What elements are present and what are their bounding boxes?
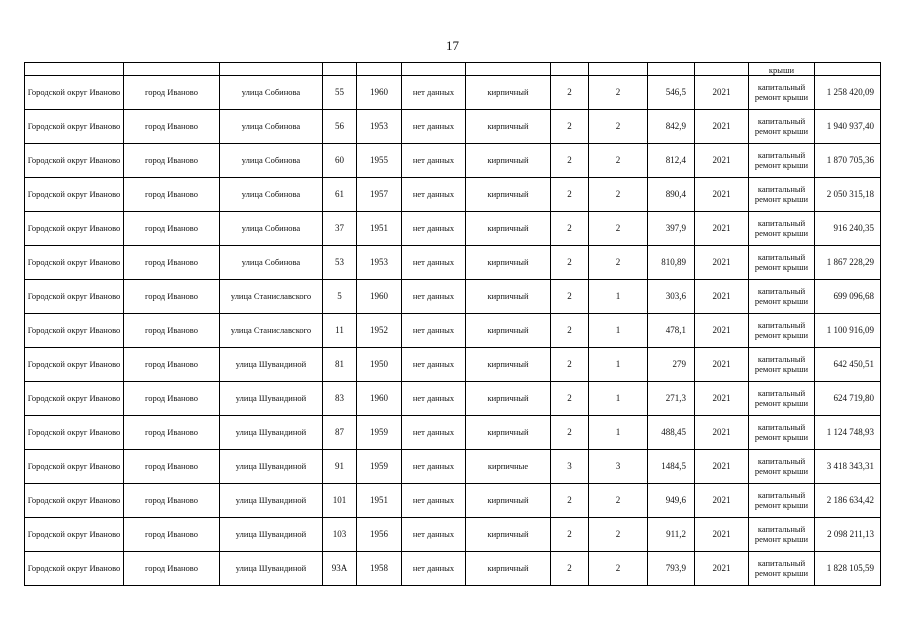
cell-work-type: капитальный ремонт крыши [749, 518, 815, 552]
cell-wall-material: кирпичный [466, 246, 551, 280]
cell-work-type: капитальный ремонт крыши [749, 416, 815, 450]
cell-floors: 2 [551, 178, 589, 212]
cell-street: улица Шувандиной [220, 416, 323, 450]
cell-house-number: 11 [323, 314, 357, 348]
repair-registry-table [24, 62, 881, 586]
cell-floors: 3 [551, 450, 589, 484]
cell-year-built: 1952 [357, 314, 402, 348]
empty-cell [220, 63, 323, 76]
cell-status: нет данных [402, 314, 466, 348]
cell-settlement: город Иваново [124, 348, 220, 382]
cell-floors: 2 [551, 416, 589, 450]
cell-area: 546,5 [648, 76, 695, 110]
cell-area: 478,1 [648, 314, 695, 348]
cell-repair-year: 2021 [695, 246, 749, 280]
cell-work-type: капитальный ремонт крыши [749, 348, 815, 382]
cell-area: 890,4 [648, 178, 695, 212]
cell-cost: 916 240,35 [815, 212, 881, 246]
cell-street: улица Собинова [220, 212, 323, 246]
cell-cost: 1 940 937,40 [815, 110, 881, 144]
cell-settlement: город Иваново [124, 178, 220, 212]
cell-street: улица Станиславского [220, 314, 323, 348]
cell-cost: 1 100 916,09 [815, 314, 881, 348]
cell-year-built: 1956 [357, 518, 402, 552]
cell-status: нет данных [402, 76, 466, 110]
cell-settlement: город Иваново [124, 246, 220, 280]
cell-floors: 2 [551, 382, 589, 416]
cell-area: 812,4 [648, 144, 695, 178]
cell-repair-year: 2021 [695, 382, 749, 416]
table-row [25, 518, 881, 552]
cell-settlement: город Иваново [124, 314, 220, 348]
cell-settlement: город Иваново [124, 382, 220, 416]
cell-repair-year: 2021 [695, 212, 749, 246]
cell-cost: 1 124 748,93 [815, 416, 881, 450]
cell-entrances: 2 [589, 110, 648, 144]
cell-municipality: Городской округ Иваново [25, 518, 124, 552]
cell-cost: 2 050 315,18 [815, 178, 881, 212]
cell-area: 810,89 [648, 246, 695, 280]
table-row-continuation [25, 63, 881, 76]
cell-status: нет данных [402, 348, 466, 382]
cell-settlement: город Иваново [124, 518, 220, 552]
empty-cell [695, 63, 749, 76]
cell-street: улица Собинова [220, 178, 323, 212]
cell-cost: 2 098 211,13 [815, 518, 881, 552]
cell-entrances: 2 [589, 552, 648, 586]
cell-area: 949,6 [648, 484, 695, 518]
cell-settlement: город Иваново [124, 110, 220, 144]
cell-municipality: Городской округ Иваново [25, 450, 124, 484]
cell-area: 397,9 [648, 212, 695, 246]
cell-floors: 2 [551, 484, 589, 518]
cell-area: 793,9 [648, 552, 695, 586]
cell-area: 279 [648, 348, 695, 382]
cell-repair-year: 2021 [695, 484, 749, 518]
cell-municipality: Городской округ Иваново [25, 178, 124, 212]
page-number: 17 [446, 38, 459, 53]
cell-area: 842,9 [648, 110, 695, 144]
cell-municipality: Городской округ Иваново [25, 552, 124, 586]
cell-street: улица Собинова [220, 246, 323, 280]
cell-wall-material: кирпичный [466, 484, 551, 518]
cell-area: 911,2 [648, 518, 695, 552]
cell-cost: 1 828 105,59 [815, 552, 881, 586]
cell-street: улица Собинова [220, 110, 323, 144]
cell-municipality: Городской округ Иваново [25, 348, 124, 382]
cell-repair-year: 2021 [695, 348, 749, 382]
cell-area: 1484,5 [648, 450, 695, 484]
cell-house-number: 103 [323, 518, 357, 552]
cell-repair-year: 2021 [695, 110, 749, 144]
cell-repair-year: 2021 [695, 416, 749, 450]
empty-cell [648, 63, 695, 76]
cell-entrances: 1 [589, 280, 648, 314]
cell-house-number: 87 [323, 416, 357, 450]
cell-status: нет данных [402, 212, 466, 246]
cell-work-type: капитальный ремонт крыши [749, 280, 815, 314]
cell-street: улица Собинова [220, 76, 323, 110]
cell-entrances: 1 [589, 348, 648, 382]
cell-status: нет данных [402, 144, 466, 178]
cell-area: 271,3 [648, 382, 695, 416]
cell-repair-year: 2021 [695, 76, 749, 110]
cell-wall-material: кирпичный [466, 416, 551, 450]
empty-cell [357, 63, 402, 76]
cell-status: нет данных [402, 450, 466, 484]
cell-work-type: капитальный ремонт крыши [749, 484, 815, 518]
cell-street: улица Собинова [220, 144, 323, 178]
cell-year-built: 1951 [357, 484, 402, 518]
cell-settlement: город Иваново [124, 450, 220, 484]
cell-settlement: город Иваново [124, 484, 220, 518]
cell-settlement: город Иваново [124, 416, 220, 450]
table-row [25, 280, 881, 314]
cell-house-number: 91 [323, 450, 357, 484]
cell-repair-year: 2021 [695, 552, 749, 586]
cell-entrances: 3 [589, 450, 648, 484]
cell-cost: 699 096,68 [815, 280, 881, 314]
cell-work-type: капитальный ремонт крыши [749, 76, 815, 110]
cell-cost: 624 719,80 [815, 382, 881, 416]
cell-cost: 642 450,51 [815, 348, 881, 382]
cell-year-built: 1955 [357, 144, 402, 178]
table-row [25, 382, 881, 416]
cell-wall-material: кирпичный [466, 110, 551, 144]
cell-house-number: 61 [323, 178, 357, 212]
table-row [25, 212, 881, 246]
empty-cell [124, 63, 220, 76]
cell-work-type: капитальный ремонт крыши [749, 178, 815, 212]
empty-cell [551, 63, 589, 76]
cell-status: нет данных [402, 110, 466, 144]
cell-wall-material: кирпичный [466, 212, 551, 246]
cell-repair-year: 2021 [695, 518, 749, 552]
cell-cost: 1 258 420,09 [815, 76, 881, 110]
cell-house-number: 5 [323, 280, 357, 314]
cell-floors: 2 [551, 76, 589, 110]
cell-municipality: Городской округ Иваново [25, 212, 124, 246]
cell-street: улица Шувандиной [220, 552, 323, 586]
cell-status: нет данных [402, 416, 466, 450]
cell-wall-material: кирпичный [466, 144, 551, 178]
table-row [25, 484, 881, 518]
cell-work-type: капитальный ремонт крыши [749, 212, 815, 246]
cell-floors: 2 [551, 212, 589, 246]
cell-floors: 2 [551, 246, 589, 280]
table-row [25, 552, 881, 586]
cell-entrances: 2 [589, 212, 648, 246]
cell-repair-year: 2021 [695, 144, 749, 178]
cell-house-number: 83 [323, 382, 357, 416]
cell-street: улица Шувандиной [220, 450, 323, 484]
cell-floors: 2 [551, 348, 589, 382]
cell-cost: 3 418 343,31 [815, 450, 881, 484]
cell-wall-material: кирпичный [466, 552, 551, 586]
cell-entrances: 2 [589, 144, 648, 178]
table-row [25, 144, 881, 178]
cell-house-number: 56 [323, 110, 357, 144]
cell-wall-material: кирпичный [466, 178, 551, 212]
cell-work-type: капитальный ремонт крыши [749, 144, 815, 178]
cell-cost: 1 870 705,36 [815, 144, 881, 178]
cell-status: нет данных [402, 280, 466, 314]
cell-work-type: капитальный ремонт крыши [749, 382, 815, 416]
cell-repair-year: 2021 [695, 280, 749, 314]
cell-floors: 2 [551, 280, 589, 314]
cell-floors: 2 [551, 314, 589, 348]
cell-year-built: 1958 [357, 552, 402, 586]
cell-house-number: 93А [323, 552, 357, 586]
cell-status: нет данных [402, 246, 466, 280]
table-body [25, 63, 881, 586]
cell-status: нет данных [402, 178, 466, 212]
cell-repair-year: 2021 [695, 178, 749, 212]
cell-house-number: 60 [323, 144, 357, 178]
cell-work-type: капитальный ремонт крыши [749, 314, 815, 348]
cell-municipality: Городской округ Иваново [25, 280, 124, 314]
cell-house-number: 101 [323, 484, 357, 518]
cell-cost: 2 186 634,42 [815, 484, 881, 518]
cell-house-number: 53 [323, 246, 357, 280]
cell-wall-material: кирпичный [466, 314, 551, 348]
empty-cell [815, 63, 881, 76]
cell-year-built: 1957 [357, 178, 402, 212]
cell-street: улица Шувандиной [220, 484, 323, 518]
cell-work-type: капитальный ремонт крыши [749, 450, 815, 484]
empty-cell [402, 63, 466, 76]
cell-entrances: 2 [589, 518, 648, 552]
cell-status: нет данных [402, 518, 466, 552]
cell-wall-material: кирпичный [466, 76, 551, 110]
cell-wall-material: кирпичный [466, 382, 551, 416]
table-row [25, 110, 881, 144]
empty-cell [589, 63, 648, 76]
cell-settlement: город Иваново [124, 552, 220, 586]
cell-status: нет данных [402, 484, 466, 518]
cell-house-number: 81 [323, 348, 357, 382]
cell-year-built: 1960 [357, 76, 402, 110]
cell-floors: 2 [551, 110, 589, 144]
table-row [25, 450, 881, 484]
cell-repair-year: 2021 [695, 450, 749, 484]
cell-year-built: 1960 [357, 382, 402, 416]
cell-house-number: 55 [323, 76, 357, 110]
cell-settlement: город Иваново [124, 144, 220, 178]
cell-status: нет данных [402, 382, 466, 416]
empty-cell [466, 63, 551, 76]
cell-area: 303,6 [648, 280, 695, 314]
table-row [25, 314, 881, 348]
cell-entrances: 1 [589, 314, 648, 348]
cell-work-type: капитальный ремонт крыши [749, 246, 815, 280]
cell-year-built: 1950 [357, 348, 402, 382]
cell-municipality: Городской округ Иваново [25, 76, 124, 110]
cell-street: улица Шувандиной [220, 382, 323, 416]
table-row [25, 416, 881, 450]
cell-entrances: 2 [589, 246, 648, 280]
table-row [25, 178, 881, 212]
cell-street: улица Станиславского [220, 280, 323, 314]
cell-year-built: 1951 [357, 212, 402, 246]
cell-street: улица Шувандиной [220, 348, 323, 382]
cell-entrances: 1 [589, 382, 648, 416]
cell-settlement: город Иваново [124, 212, 220, 246]
cell-wall-material: кирпичный [466, 518, 551, 552]
cell-wall-material: кирпичный [466, 348, 551, 382]
cell-wall-material: кирпичные [466, 450, 551, 484]
cell-entrances: 2 [589, 484, 648, 518]
table-row [25, 76, 881, 110]
cell-year-built: 1953 [357, 110, 402, 144]
cell-entrances: 2 [589, 76, 648, 110]
cell-street: улица Шувандиной [220, 518, 323, 552]
empty-cell [25, 63, 124, 76]
cell-municipality: Городской округ Иваново [25, 144, 124, 178]
cell-municipality: Городской округ Иваново [25, 110, 124, 144]
cell-house-number: 37 [323, 212, 357, 246]
cell-status: нет данных [402, 552, 466, 586]
empty-cell [323, 63, 357, 76]
cell-floors: 2 [551, 552, 589, 586]
cell-entrances: 1 [589, 416, 648, 450]
cell-municipality: Городской округ Иваново [25, 416, 124, 450]
table-row [25, 348, 881, 382]
cell-municipality: Городской округ Иваново [25, 314, 124, 348]
table-row [25, 246, 881, 280]
cell-year-built: 1959 [357, 416, 402, 450]
cell-year-built: 1953 [357, 246, 402, 280]
cell-floors: 2 [551, 518, 589, 552]
cell-entrances: 2 [589, 178, 648, 212]
cell-wall-material: кирпичный [466, 280, 551, 314]
cell-work-type: капитальный ремонт крыши [749, 110, 815, 144]
work-type-fragment: крыши [749, 63, 815, 76]
cell-year-built: 1960 [357, 280, 402, 314]
cell-settlement: город Иваново [124, 76, 220, 110]
cell-municipality: Городской округ Иваново [25, 246, 124, 280]
cell-repair-year: 2021 [695, 314, 749, 348]
cell-floors: 2 [551, 144, 589, 178]
cell-municipality: Городской округ Иваново [25, 484, 124, 518]
cell-area: 488,45 [648, 416, 695, 450]
cell-year-built: 1959 [357, 450, 402, 484]
cell-cost: 1 867 228,29 [815, 246, 881, 280]
cell-work-type: капитальный ремонт крыши [749, 552, 815, 586]
cell-municipality: Городской округ Иваново [25, 382, 124, 416]
cell-settlement: город Иваново [124, 280, 220, 314]
